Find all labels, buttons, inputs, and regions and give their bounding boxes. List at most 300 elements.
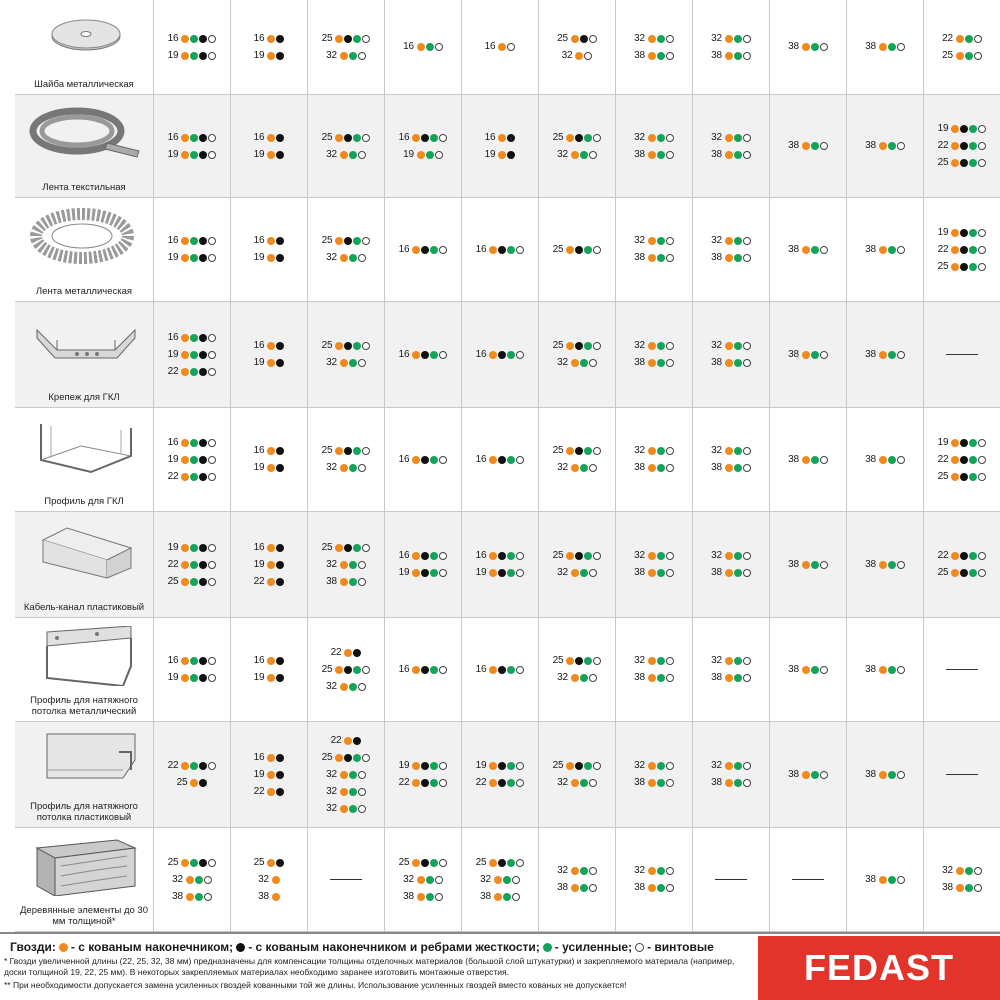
green-dot-icon xyxy=(353,754,361,762)
green-dot-icon xyxy=(888,456,896,464)
black-dot-icon xyxy=(199,368,207,376)
nail-cell xyxy=(693,0,770,94)
black-dot-icon xyxy=(507,151,515,159)
green-dot-icon xyxy=(507,666,515,674)
nail-length: 38 xyxy=(634,148,645,160)
nail-length: 38 xyxy=(258,890,269,902)
nail-cell xyxy=(693,302,770,407)
nail-entry xyxy=(711,567,751,580)
metal-tape-icon xyxy=(27,206,145,266)
nail-length: 22 xyxy=(253,575,265,587)
hollow-dot-icon xyxy=(512,893,520,901)
hollow-dot-icon xyxy=(439,779,447,787)
nail-length: 16 xyxy=(398,453,410,465)
nail-entry xyxy=(476,243,525,256)
nail-length: 19 xyxy=(937,123,949,134)
orange-dot-icon xyxy=(267,771,275,779)
hollow-dot-icon xyxy=(666,464,674,472)
nail-entry xyxy=(476,453,525,466)
nail-entry xyxy=(788,663,828,676)
hollow-dot-icon xyxy=(208,439,216,447)
nail-cell xyxy=(154,828,231,931)
green-dot-icon xyxy=(969,439,977,447)
orange-dot-icon xyxy=(335,237,343,245)
nail-length: 32 xyxy=(711,760,722,771)
nail-cell xyxy=(462,302,539,407)
orange-dot-icon xyxy=(725,569,733,577)
nail-entry xyxy=(942,865,982,878)
nail-cell xyxy=(616,722,693,827)
stretch-ceiling-plastic-profile-icon xyxy=(27,730,145,790)
nail-entry xyxy=(938,243,987,256)
black-dot-icon xyxy=(960,159,968,167)
nail-cell xyxy=(154,618,231,721)
hollow-dot-icon xyxy=(589,674,597,682)
nail-cell xyxy=(385,95,462,197)
black-dot-icon xyxy=(960,246,968,254)
orange-dot-icon xyxy=(879,876,887,884)
nail-length: 32 xyxy=(403,873,414,885)
nail-length: 22 xyxy=(167,470,179,482)
hollow-dot-icon xyxy=(743,342,751,350)
green-dot-icon xyxy=(349,561,357,569)
hollow-dot-icon xyxy=(666,151,674,159)
drywall-profile-icon xyxy=(27,416,145,476)
nail-cell xyxy=(154,512,231,617)
orange-dot-icon xyxy=(181,351,189,359)
hollow-dot-icon xyxy=(516,552,524,560)
nail-length: 25 xyxy=(557,32,568,44)
orange-dot-icon xyxy=(802,666,810,674)
orange-dot-icon xyxy=(498,151,506,159)
orange-dot-icon xyxy=(181,52,189,60)
nail-length: 19 xyxy=(253,357,265,368)
green-dot-icon xyxy=(580,867,588,875)
nail-cell xyxy=(385,302,462,407)
not-applicable-dash xyxy=(715,879,747,880)
nail-cell xyxy=(770,0,847,94)
nail-entry xyxy=(322,663,371,676)
green-dot-icon xyxy=(811,456,819,464)
table-row xyxy=(15,828,1000,932)
nail-cell xyxy=(385,512,462,617)
nail-entry xyxy=(938,567,987,580)
nail-cell xyxy=(616,512,693,617)
nail-entry xyxy=(557,882,597,895)
nail-length: 32 xyxy=(326,49,337,61)
orange-dot-icon xyxy=(181,334,189,342)
nail-entry xyxy=(711,49,751,62)
black-dot-icon xyxy=(960,439,968,447)
orange-dot-icon xyxy=(725,552,733,560)
green-dot-icon xyxy=(430,351,438,359)
legend-hollow-label: - винтовые xyxy=(647,940,714,954)
nail-entry xyxy=(480,890,520,903)
nail-entry xyxy=(938,140,987,153)
nail-entry xyxy=(938,550,987,563)
orange-dot-icon xyxy=(267,447,275,455)
green-dot-icon xyxy=(430,666,438,674)
black-dot-icon xyxy=(960,263,968,271)
hollow-dot-icon xyxy=(589,359,597,367)
nail-length: 32 xyxy=(634,655,645,666)
orange-dot-icon xyxy=(648,342,656,350)
nail-entry xyxy=(553,760,602,773)
nail-length: 16 xyxy=(253,340,265,351)
nail-entry xyxy=(168,760,217,773)
nail-cell xyxy=(385,828,462,931)
orange-dot-icon xyxy=(186,893,194,901)
nail-length: 32 xyxy=(557,865,568,876)
nail-length: 32 xyxy=(711,340,722,351)
nail-entry xyxy=(476,760,525,773)
nail-length: 25 xyxy=(321,445,333,456)
nail-cell xyxy=(231,302,308,407)
green-dot-icon xyxy=(888,142,896,150)
hollow-dot-icon xyxy=(666,779,674,787)
black-dot-icon xyxy=(199,439,207,447)
hollow-dot-icon xyxy=(208,52,216,60)
orange-dot-icon xyxy=(498,134,506,142)
nail-entry xyxy=(399,348,448,361)
nail-length: 38 xyxy=(711,462,722,473)
nail-entry xyxy=(403,890,443,903)
green-dot-icon xyxy=(657,359,665,367)
nail-length: 32 xyxy=(326,148,337,160)
orange-dot-icon xyxy=(267,342,275,350)
nail-entry xyxy=(168,131,217,144)
nail-entry xyxy=(942,882,982,895)
cable-channel-icon xyxy=(27,520,145,580)
nail-length: 38 xyxy=(865,453,876,465)
footnote-2: ** При необходимости допускается замена усиленных гвоздей кованными той же длины. Использование усиленных гвоздей вместо кованых не допускается! xyxy=(4,980,627,990)
green-dot-icon xyxy=(426,893,434,901)
green-dot-icon xyxy=(657,674,665,682)
orange-dot-icon xyxy=(181,439,189,447)
green-dot-icon xyxy=(195,893,203,901)
hollow-dot-icon xyxy=(820,771,828,779)
nail-entry xyxy=(326,802,366,815)
nail-entry xyxy=(168,470,217,483)
black-dot-icon xyxy=(575,657,583,665)
black-dot-icon xyxy=(276,544,284,552)
green-dot-icon xyxy=(426,151,434,159)
green-dot-icon xyxy=(734,569,742,577)
hollow-dot-icon xyxy=(635,943,644,952)
nail-cell xyxy=(539,0,616,94)
orange-dot-icon xyxy=(956,35,964,43)
nail-length: 19 xyxy=(253,462,265,473)
hollow-dot-icon xyxy=(208,544,216,552)
nail-cell xyxy=(462,618,539,721)
green-dot-icon xyxy=(969,569,977,577)
nail-length: 19 xyxy=(253,558,265,570)
green-dot-icon xyxy=(969,263,977,271)
nail-length: 38 xyxy=(634,462,645,473)
hollow-dot-icon xyxy=(208,151,216,159)
hollow-dot-icon xyxy=(593,134,601,142)
hollow-dot-icon xyxy=(208,35,216,43)
table-row xyxy=(15,722,1000,828)
nail-cell xyxy=(231,512,308,617)
nail-entry xyxy=(711,672,751,685)
nail-entry xyxy=(865,768,905,781)
nail-cell xyxy=(847,0,924,94)
nail-entry xyxy=(168,49,217,62)
nail-cell xyxy=(539,618,616,721)
nail-length: 16 xyxy=(398,663,410,675)
green-dot-icon xyxy=(969,159,977,167)
nail-cell xyxy=(693,618,770,721)
orange-dot-icon xyxy=(575,52,583,60)
nail-length: 38 xyxy=(865,768,876,780)
hollow-dot-icon xyxy=(666,447,674,455)
hollow-dot-icon xyxy=(743,464,751,472)
nail-length: 16 xyxy=(167,131,179,143)
orange-dot-icon xyxy=(340,561,348,569)
material-cell xyxy=(15,722,154,827)
nail-entry xyxy=(865,663,905,676)
orange-dot-icon xyxy=(648,151,656,159)
nail-cell xyxy=(231,618,308,721)
nail-entry xyxy=(168,655,217,668)
hollow-dot-icon xyxy=(208,334,216,342)
black-dot-icon xyxy=(276,342,284,350)
nail-length: 22 xyxy=(167,760,179,771)
orange-dot-icon xyxy=(648,762,656,770)
green-dot-icon xyxy=(584,342,592,350)
black-dot-icon xyxy=(344,237,352,245)
green-dot-icon xyxy=(657,237,665,245)
hollow-dot-icon xyxy=(743,674,751,682)
hollow-dot-icon xyxy=(516,666,524,674)
green-dot-icon xyxy=(430,569,438,577)
hollow-dot-icon xyxy=(584,52,592,60)
hollow-dot-icon xyxy=(974,35,982,43)
orange-dot-icon xyxy=(648,552,656,560)
nail-length: 22 xyxy=(253,785,265,797)
nail-cell xyxy=(231,95,308,197)
nail-entry xyxy=(634,49,674,62)
green-dot-icon xyxy=(190,254,198,262)
orange-dot-icon xyxy=(494,893,502,901)
material-label: Крепеж для ГКЛ xyxy=(48,392,120,403)
nail-entry xyxy=(553,243,602,256)
nail-cell xyxy=(616,618,693,721)
orange-dot-icon xyxy=(571,674,579,682)
black-dot-icon xyxy=(498,552,506,560)
nail-entry xyxy=(254,235,285,248)
nail-length: 32 xyxy=(172,873,183,885)
orange-dot-icon xyxy=(181,254,189,262)
nail-cell xyxy=(770,828,847,931)
orange-dot-icon xyxy=(190,779,198,787)
nail-length: 38 xyxy=(865,663,876,675)
nail-length: 25 xyxy=(552,760,564,771)
orange-dot-icon xyxy=(267,359,275,367)
hollow-dot-icon xyxy=(507,43,515,51)
black-dot-icon xyxy=(199,237,207,245)
green-dot-icon xyxy=(811,561,819,569)
green-dot-icon xyxy=(734,552,742,560)
hollow-dot-icon xyxy=(435,43,443,51)
orange-dot-icon xyxy=(181,657,189,665)
orange-dot-icon xyxy=(571,151,579,159)
material-label: Профиль для натяжного потолка пластиковый xyxy=(30,801,138,823)
hollow-dot-icon xyxy=(358,464,366,472)
green-dot-icon xyxy=(580,674,588,682)
nail-entry xyxy=(399,567,448,580)
orange-dot-icon xyxy=(340,578,348,586)
hollow-dot-icon xyxy=(204,876,212,884)
nail-entry xyxy=(942,32,982,45)
black-dot-icon xyxy=(421,246,429,254)
hollow-dot-icon xyxy=(897,666,905,674)
orange-dot-icon xyxy=(566,134,574,142)
nail-length: 38 xyxy=(634,357,645,368)
nail-entry xyxy=(711,462,751,475)
black-dot-icon xyxy=(960,229,968,237)
nail-entry xyxy=(168,252,217,265)
hollow-dot-icon xyxy=(439,762,447,770)
nail-entry xyxy=(168,235,217,248)
orange-dot-icon xyxy=(802,351,810,359)
orange-dot-icon xyxy=(648,779,656,787)
nail-cell xyxy=(154,408,231,511)
green-dot-icon xyxy=(349,578,357,586)
nail-entry xyxy=(865,140,905,153)
green-dot-icon xyxy=(734,447,742,455)
nail-entry xyxy=(634,865,674,878)
black-dot-icon xyxy=(575,762,583,770)
orange-dot-icon xyxy=(335,134,343,142)
orange-dot-icon xyxy=(489,859,497,867)
nail-entry xyxy=(634,777,674,790)
orange-dot-icon xyxy=(879,666,887,674)
hollow-dot-icon xyxy=(589,151,597,159)
orange-dot-icon xyxy=(648,674,656,682)
nail-cell xyxy=(693,512,770,617)
nail-length: 38 xyxy=(711,357,722,368)
nail-length: 32 xyxy=(326,680,337,692)
orange-dot-icon xyxy=(412,246,420,254)
nail-cell xyxy=(308,302,385,407)
orange-dot-icon xyxy=(648,254,656,262)
nail-entry xyxy=(938,453,987,466)
orange-dot-icon xyxy=(272,893,280,901)
orange-dot-icon xyxy=(879,771,887,779)
orange-dot-icon xyxy=(571,884,579,892)
nail-length: 38 xyxy=(788,663,799,675)
table-row xyxy=(15,95,1000,198)
green-dot-icon xyxy=(734,657,742,665)
legend-green-label: - усиленные; xyxy=(554,940,633,954)
green-dot-icon xyxy=(657,867,665,875)
green-dot-icon xyxy=(503,876,511,884)
black-dot-icon xyxy=(199,561,207,569)
orange-dot-icon xyxy=(267,544,275,552)
hollow-dot-icon xyxy=(978,159,986,167)
black-dot-icon xyxy=(421,666,429,674)
nail-entry xyxy=(557,777,597,790)
black-dot-icon xyxy=(276,657,284,665)
nail-cell xyxy=(616,198,693,301)
nail-entry xyxy=(711,148,751,161)
nail-entry xyxy=(865,243,905,256)
nail-entry xyxy=(399,550,448,563)
orange-dot-icon xyxy=(181,134,189,142)
nail-entry xyxy=(254,340,285,353)
drywall-bracket-icon xyxy=(27,310,145,370)
orange-dot-icon xyxy=(725,254,733,262)
nail-entry xyxy=(634,252,674,265)
orange-dot-icon xyxy=(267,859,275,867)
nail-entry xyxy=(322,541,371,554)
black-dot-icon xyxy=(276,754,284,762)
nail-length: 32 xyxy=(634,131,645,143)
green-dot-icon xyxy=(888,43,896,51)
black-dot-icon xyxy=(276,447,284,455)
green-dot-icon xyxy=(353,342,361,350)
green-dot-icon xyxy=(190,544,198,552)
hollow-dot-icon xyxy=(743,762,751,770)
nail-length: 22 xyxy=(167,558,179,570)
orange-dot-icon xyxy=(267,674,275,682)
green-dot-icon xyxy=(353,666,361,674)
orange-dot-icon xyxy=(648,657,656,665)
orange-dot-icon xyxy=(571,569,579,577)
green-dot-icon xyxy=(734,342,742,350)
orange-dot-icon xyxy=(725,464,733,472)
orange-dot-icon xyxy=(267,254,275,262)
nail-cell xyxy=(847,722,924,827)
nail-length: 38 xyxy=(634,777,645,788)
nail-entry xyxy=(634,235,674,248)
nail-length: 32 xyxy=(711,32,722,44)
black-dot-icon xyxy=(344,134,352,142)
nail-entry xyxy=(634,340,674,353)
green-dot-icon xyxy=(811,142,819,150)
nail-length: 25 xyxy=(937,260,949,272)
nail-cell xyxy=(924,828,1000,931)
nail-entry xyxy=(254,541,285,554)
nail-cell xyxy=(847,198,924,301)
nail-length: 25 xyxy=(176,777,188,788)
nail-length: 32 xyxy=(557,462,568,473)
hollow-dot-icon xyxy=(593,342,601,350)
nail-length: 38 xyxy=(711,672,722,683)
nail-length: 16 xyxy=(398,550,410,561)
nail-length: 38 xyxy=(326,575,337,587)
orange-dot-icon xyxy=(181,561,189,569)
hollow-dot-icon xyxy=(743,237,751,245)
nail-length: 32 xyxy=(711,235,722,246)
nail-length: 22 xyxy=(937,140,949,151)
nail-cell xyxy=(308,0,385,94)
orange-dot-icon xyxy=(181,456,189,464)
nail-length: 38 xyxy=(634,49,645,61)
black-dot-icon xyxy=(344,342,352,350)
nail-entry xyxy=(258,873,280,886)
material-label: Лента текстильная xyxy=(42,182,126,193)
nail-length: 25 xyxy=(937,567,949,578)
hollow-dot-icon xyxy=(974,867,982,875)
green-dot-icon xyxy=(190,473,198,481)
black-dot-icon xyxy=(199,351,207,359)
green-dot-icon xyxy=(734,674,742,682)
hollow-dot-icon xyxy=(743,359,751,367)
black-dot-icon xyxy=(199,762,207,770)
